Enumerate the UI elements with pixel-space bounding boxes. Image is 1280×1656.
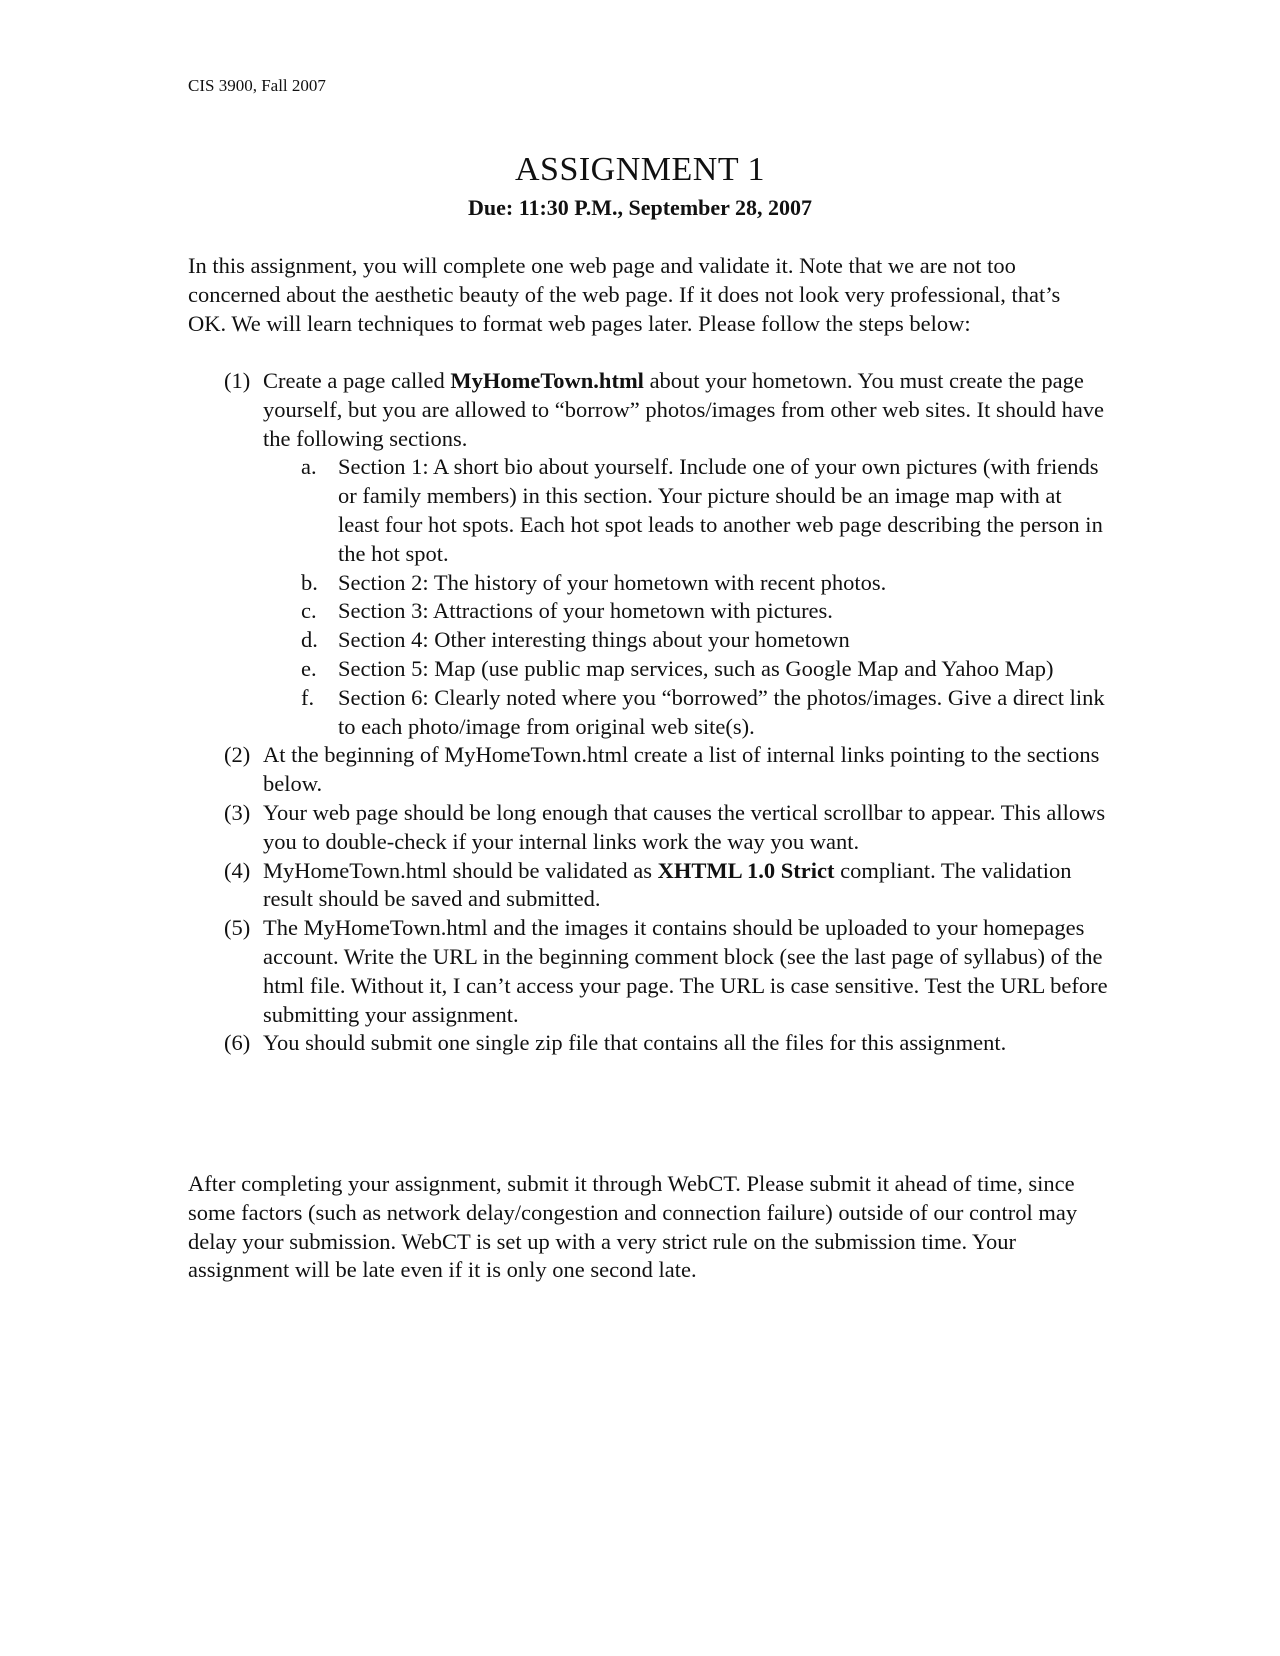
step-text: The MyHomeTown.html and the images it contains should be uploaded to your homepages account. Write the URL in the beginning comment block (see the last page of syllabus) of the html file. Without it, I can’t access your page. The URL is case sensitive. Test the URL before submitting your assignment. (263, 915, 1108, 1027)
step-number: (2) (224, 742, 251, 768)
section-letter: f. (301, 684, 315, 710)
step-item (188, 741, 1108, 799)
step-text: Your web page should be long enough that causes the vertical scrollbar to appear. This allows you to double-check if your internal links work the way you want. (263, 799, 1106, 854)
step-number: (3) (224, 799, 251, 825)
section-letter: a. (301, 454, 317, 480)
step-text: You should submit one single zip file that contains all the files for this assignment. (263, 1030, 1007, 1056)
section-item (263, 655, 1108, 684)
steps-list (188, 367, 1108, 1058)
section-letter: b. (301, 569, 318, 595)
section-text: Section 5: Map (use public map services, such as Google Map and Yahoo Map) (338, 655, 1054, 681)
step-number: (6) (224, 1030, 251, 1056)
section-item (263, 597, 1108, 626)
file-name-bold: MyHomeTown.html (450, 368, 644, 393)
step-number: (4) (224, 857, 251, 883)
section-text: Section 1: A short bio about yourself. Include one of your own pictures (with friends or family members) in this section. Your picture should be an image map with at least four hot spots. Each hot spot leads to another web page describing the person in the hot spot. (338, 454, 1103, 566)
section-text: Section 6: Clearly noted where you “borrowed” the photos/images. Give a direct link to each photo/image from original web site(s). (338, 684, 1105, 739)
step-number: (1) (224, 368, 251, 393)
section-item (263, 569, 1108, 598)
step-item (188, 1029, 1108, 1058)
assignment-title: ASSIGNMENT 1 (514, 151, 765, 188)
step-text: At the beginning of MyHomeTown.html create a list of internal links pointing to the sections below. (263, 742, 1100, 797)
section-letter: c. (301, 598, 317, 624)
standard-name-bold: XHTML 1.0 Strict (657, 857, 835, 883)
step-text: Create a page called MyHomeTown.html about your hometown. You must create the page yourself, but you are allowed to “borrow” photos/images from other web sites. It should have the following sections. (263, 368, 1105, 451)
section-list (263, 453, 1108, 741)
closing-paragraph: After completing your assignment, submit it through WebCT. Please submit it ahead of time, since some factors (such as network delay/congestion and connection failure) outside of our control may delay your submission. WebCT is set up with a very strict rule on the submission time. Your assignment will be late even if it is only one second late. (188, 1171, 1078, 1283)
step-item (188, 367, 1108, 741)
step-item (188, 914, 1108, 1029)
section-item (263, 684, 1108, 742)
section-item (263, 453, 1108, 568)
intro-paragraph: In this assignment, you will complete one web page and validate it. Note that we are not too concerned about the aesthetic beauty of the web page. If it does not look very professional, that’s OK. We will learn techniques to format web pages later. Please follow the steps below: (188, 253, 1061, 336)
section-item (263, 626, 1108, 655)
section-letter: e. (301, 655, 317, 681)
step-number: (5) (224, 915, 251, 941)
section-letter: d. (301, 627, 318, 653)
section-text: Section 4: Other interesting things about your hometown (338, 627, 850, 653)
due-date: Due: 11:30 P.M., September 28, 2007 (467, 195, 813, 220)
section-text: Section 2: The history of your hometown with recent photos. (338, 569, 887, 595)
step-text: MyHomeTown.html should be validated as XHTML 1.0 Strict compliant. The validation result should be saved and submitted. (263, 857, 1072, 912)
step-item (188, 799, 1108, 857)
step-item (188, 857, 1108, 915)
section-text: Section 3: Attractions of your hometown with pictures. (338, 598, 833, 624)
course-header: CIS 3900, Fall 2007 (188, 76, 326, 95)
